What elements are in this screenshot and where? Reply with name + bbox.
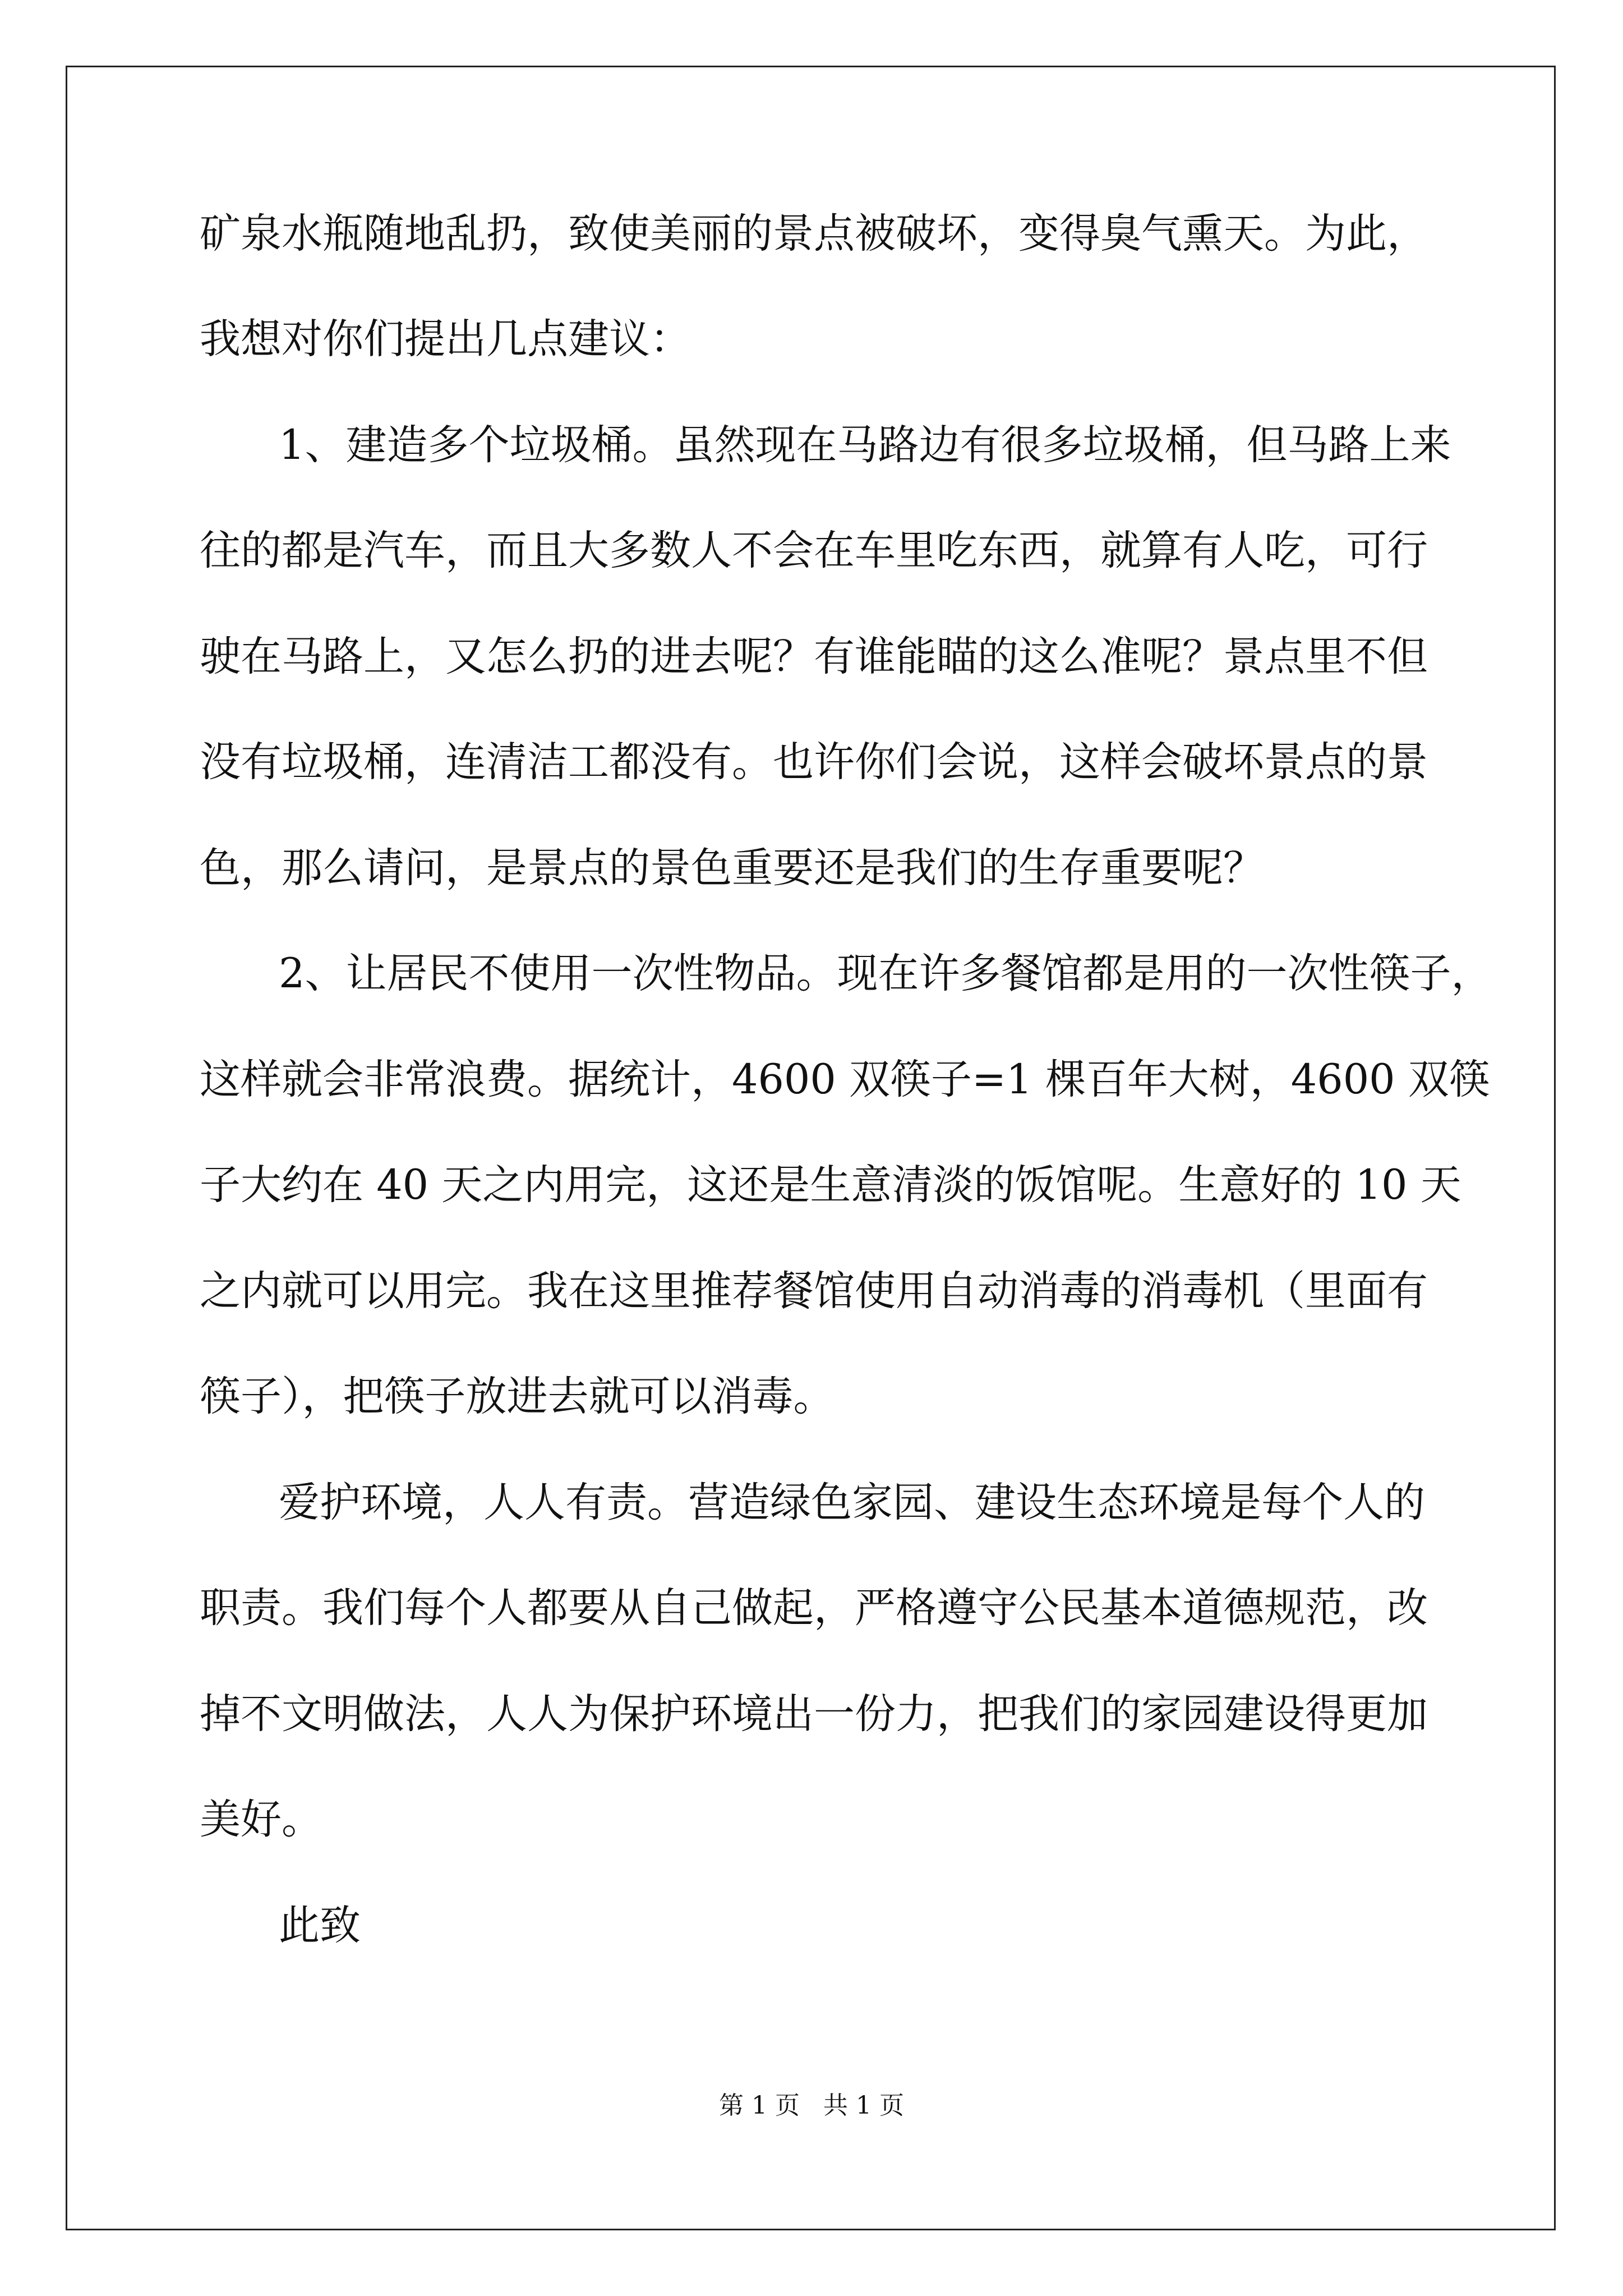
text-line: 1、建造多个垃圾桶。虽然现在马路边有很多垃圾桶，但马路上来 [279, 421, 1451, 469]
text-line: 子大约在 40 天之内用完，这还是生意清淡的饭馆呢。生意好的 10 天 [200, 1161, 1461, 1209]
text-line: 2、让居民不使用一次性物品。现在许多餐馆都是用的一次性筷子， [279, 950, 1492, 997]
text-line: 驶在马路上，又怎么扔的进去呢？有谁能瞄的这么准呢？景点里不但 [200, 633, 1428, 680]
text-line: 筷子），把筷子放进去就可以消毒。 [200, 1373, 834, 1420]
text-line: 之内就可以用完。我在这里推荐餐馆使用自动消毒的消毒机（里面有 [200, 1267, 1428, 1315]
text-line: 矿泉水瓶随地乱扔，致使美丽的景点被破坏，变得臭气熏天。为此， [200, 210, 1428, 257]
closing-salutation: 此致 [279, 1902, 361, 1949]
text-line: 没有垃圾桶，连清洁工都没有。也许你们会说，这样会破坏景点的景 [200, 738, 1428, 786]
text-line: 我想对你们提出几点建议： [200, 315, 691, 363]
text-line: 掉不文明做法，人人为保护环境出一份力，把我们的家园建设得更加 [200, 1690, 1428, 1738]
text-line: 这样就会非常浪费。据统计，4600 双筷子=1 棵百年大树，4600 双筷 [200, 1056, 1490, 1103]
text-line: 爱护环境，人人有责。营造绿色家园、建设生态环境是每个人的 [279, 1479, 1425, 1526]
text-line: 色，那么请问，是景点的景色重要还是我们的生存重要呢？ [200, 844, 1264, 892]
text-line: 美好。 [200, 1796, 322, 1843]
page-number-footer: 第 1 页 共 1 页 [719, 2091, 904, 2120]
text-line: 往的都是汽车，而且大多数人不会在车里吃东西，就算有人吃，可行 [200, 527, 1428, 574]
text-line: 职责。我们每个人都要从自己做起，严格遵守公民基本道德规范，改 [200, 1584, 1428, 1632]
